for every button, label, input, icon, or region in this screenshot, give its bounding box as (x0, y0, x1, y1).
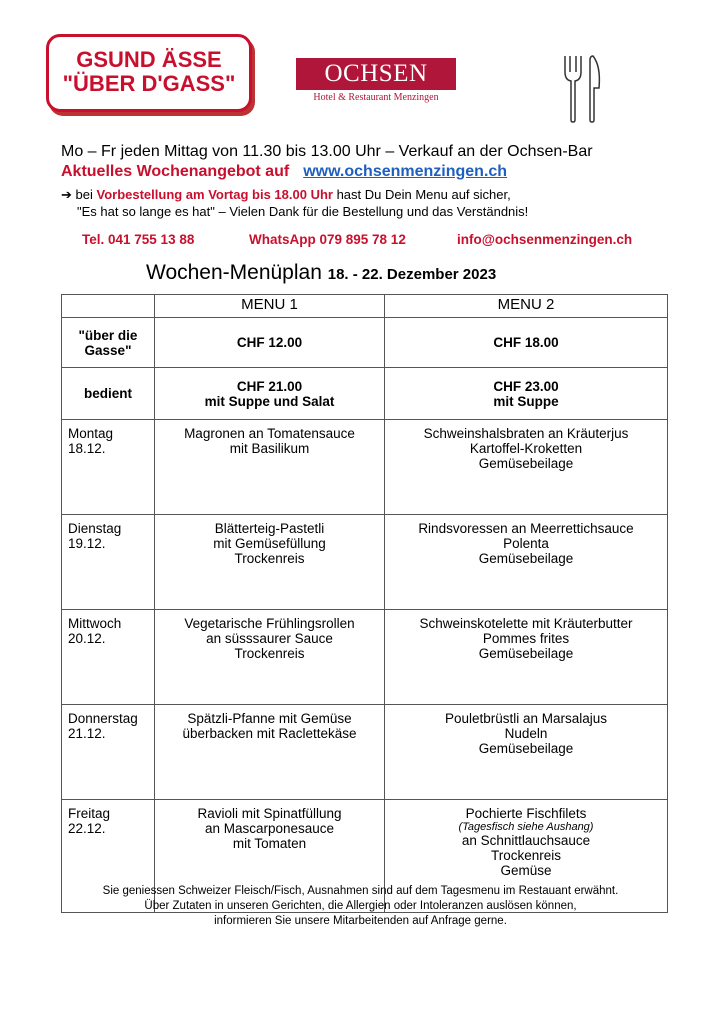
badge-line2: "ÜBER D'GASS" (62, 71, 236, 96)
price-value: CHF 23.00 (493, 378, 559, 394)
opening-hours: Mo – Fr jeden Mittag von 11.30 bis 13.00 Uhr – Verkauf an der Ochsen-Bar (61, 143, 593, 160)
badge-line1: GSUND ÄSSE (76, 47, 222, 72)
day-name: Mittwoch (68, 616, 122, 631)
dish-line: Schweinskotelette mit Kräuterbutter (419, 616, 633, 631)
dish-line: Vegetarische Frühlingsrollen (184, 616, 355, 631)
preorder-text-a: bei (71, 187, 97, 202)
dish-line: Pouletbrüstli an Marsalajus (444, 711, 608, 726)
price-menu1 (155, 318, 385, 368)
price-label: "über die Gasse" (62, 318, 155, 368)
dish-line: Trockenreis (234, 646, 305, 661)
dish-line: mit Gemüsefüllung (213, 536, 326, 551)
menu-table (61, 294, 668, 913)
preorder-deadline: Vorbestellung am Vortag bis 18.00 Uhr (96, 187, 333, 202)
contact-phone[interactable]: Tel. 041 755 13 88 (82, 232, 195, 247)
title-main: Wochen-Menüplan (146, 261, 322, 284)
header-menu2: MENU 2 (385, 295, 668, 318)
logo-name: OCHSEN (296, 58, 456, 90)
day-date: 22.12. (68, 821, 106, 836)
price-note: mit Suppe und Salat (204, 393, 335, 409)
dish-line: Rindsvoressen an Meerrettichsauce (418, 521, 634, 536)
website-link[interactable]: www.ochsenmenzingen.ch (303, 163, 508, 180)
dish-line: Kartoffel-Kroketten (469, 441, 583, 456)
dish-line: Ravioli mit Spinatfüllung (197, 806, 342, 821)
day-label (62, 705, 155, 800)
menu1-dish (155, 705, 385, 800)
dish-line: an Mascarponesauce (204, 821, 335, 836)
menu2-dish (385, 705, 668, 800)
price-value: CHF 12.00 (236, 335, 303, 350)
menu2-dish (385, 610, 668, 705)
dish-line: Nudeln (504, 726, 548, 741)
footer-line: Über Zutaten in unseren Gerichten, die Allergien oder Intoleranzen auslösen können, (144, 900, 577, 912)
contact-whatsapp[interactable]: WhatsApp 079 895 78 12 (249, 232, 406, 247)
dish-line: Schweinshalsbraten an Kräuterjus (423, 426, 629, 441)
logo-subtitle: Hotel & Restaurant Menzingen (313, 92, 439, 103)
arrow-right-icon: ➔ (61, 187, 72, 202)
dish-line: mit Tomaten (232, 836, 307, 851)
preorder-text-c: hast Du Dein Menu auf sicher, (332, 187, 511, 202)
dish-line: Trockenreis (234, 551, 305, 566)
dish-line: überbacken mit Raclettekäse (182, 726, 357, 741)
footer-line: Sie geniessen Schweizer Fleisch/Fisch, Ausnahmen sind auf dem Tagesmenu im Restauant erwähnt. (102, 885, 619, 897)
dish-line: Gemüse (500, 863, 552, 878)
cutlery-icon (563, 54, 603, 124)
dish-note: (Tagesfisch siehe Aushang) (458, 821, 594, 833)
title-dates: 18. - 22. Dezember 2023 (327, 266, 497, 283)
menu1-dish (155, 420, 385, 515)
day-name: Montag (68, 426, 114, 441)
price-note: mit Suppe (493, 393, 559, 409)
menu2-dish (385, 515, 668, 610)
contact-email[interactable]: info@ochsenmenzingen.ch (457, 232, 633, 247)
thanks-line: "Es hat so lange es hat" – Vielen Dank für die Bestellung und das Verständnis! (77, 204, 529, 219)
preorder-line (61, 187, 511, 203)
footer-note (0, 884, 721, 929)
dish-line: an Schnittlauchsauce (461, 833, 591, 848)
price-menu2 (385, 318, 668, 368)
price-label: bedient (62, 368, 155, 420)
dish-line: Gemüsebeilage (478, 646, 574, 661)
day-date: 20.12. (68, 631, 106, 646)
dish-line: Magronen an Tomatensauce (184, 426, 355, 441)
day-date: 19.12. (68, 536, 106, 551)
weekly-offer-line (61, 163, 507, 181)
day-date: 18.12. (68, 441, 106, 456)
dish-line: an süsssaurer Sauce (206, 631, 333, 646)
knife-icon (590, 56, 599, 122)
header-empty (62, 295, 155, 318)
day-name: Freitag (68, 806, 111, 821)
price-value: CHF 21.00 (236, 378, 303, 394)
dish-line: Gemüsebeilage (478, 456, 574, 471)
price-menu1 (155, 368, 385, 420)
day-row-monday (62, 420, 668, 515)
day-label (62, 420, 155, 515)
header-row (62, 295, 668, 318)
day-date: 21.12. (68, 726, 106, 741)
day-label (62, 515, 155, 610)
dish-line: Pochierte Fischfilets (465, 806, 587, 821)
day-label (62, 610, 155, 705)
menu2-dish (385, 420, 668, 515)
dish-line: Gemüsebeilage (478, 741, 574, 756)
day-row-thursday (62, 705, 668, 800)
dish-line: Spätzli-Pfanne mit Gemüse (187, 711, 352, 726)
price-value: CHF 18.00 (493, 335, 559, 350)
gsund-aesse-badge (46, 34, 252, 112)
footer-line: informieren Sie unsere Mitarbeitenden auf Anfrage gerne. (214, 915, 507, 927)
dish-line: Gemüsebeilage (478, 551, 574, 566)
menu1-dish (155, 610, 385, 705)
day-row-wednesday (62, 610, 668, 705)
price-row-takeaway (62, 318, 668, 368)
price-row-served (62, 368, 668, 420)
weekly-offer-label: Aktuelles Wochenangebot auf (61, 163, 290, 180)
price-menu2 (385, 368, 668, 420)
day-name: Dienstag (68, 521, 122, 536)
dish-line: mit Basilikum (229, 441, 310, 456)
dish-line: Pommes frites (482, 631, 570, 646)
fork-icon (565, 56, 581, 122)
dish-line: Trockenreis (490, 848, 562, 863)
day-row-tuesday (62, 515, 668, 610)
dish-line: Blätterteig-Pastetli (214, 521, 325, 536)
header-menu1: MENU 1 (155, 295, 385, 318)
page-title (146, 261, 496, 285)
day-name: Donnerstag (68, 711, 138, 726)
ochsen-logo (296, 58, 456, 103)
dish-line: Polenta (503, 536, 549, 551)
menu1-dish (155, 515, 385, 610)
